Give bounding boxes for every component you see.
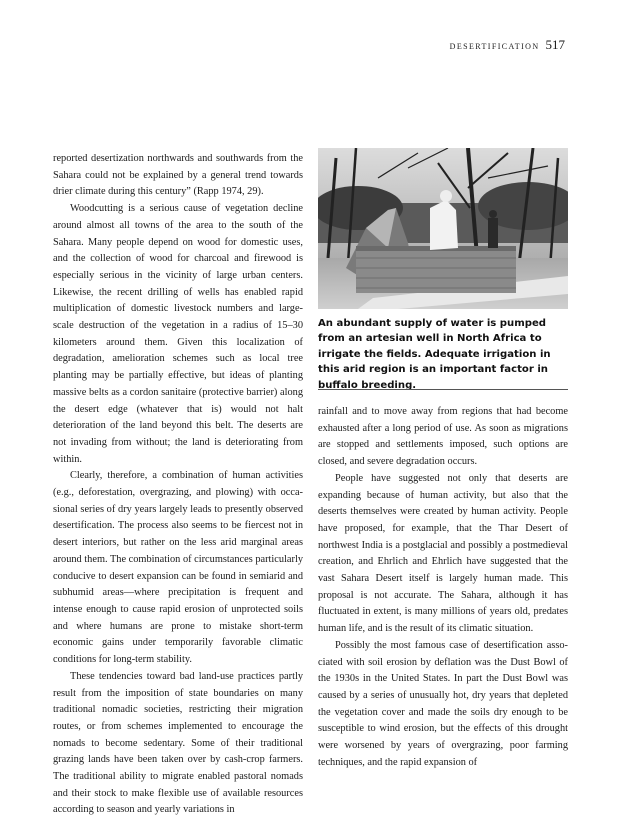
paragraph: Woodcutting is a serious cause of vegetation decline around almost all towns of the area to the south of the Sahara. Many people depend on wood for domestic uses, and the collection of wood for charcoal and firewood is especially serious in the vicinity of large urban centers. Likewise, the recent drilling of wells has enabled rapid multiplication of domestic livestock numbers and large-scale destruction of the vegetation in a radius of 15–30 kilometers around them. Given this localization of degradation, amelioration schemes such as local tree planting may be partially effective, but ideas of planting massive belts as a cordon sanitaire (protective barrier) along the desert edge (whatever that is) would not halt deterioration of the land beyond this belt. The deserts are not invading from without; the land is deteriorating from within. <box>53 203 303 465</box>
paragraph: Clearly, therefore, a combination of human activities (e.g., deforestation, overgrazing, and plowing) with occasional series of dry years largely leads to presently observed desertification. The process also seems to be fiercest not in desert interiors, but rather on the less arid marginal areas around them. The combination of circumstances particularly conducive to desert expansion can be found in semiarid and subhumid areas—where precipitation is frequent and intense enough to cause rapid erosion of unprotected soils and where humans are prone to mistake short-term economic gains under temporarily favorable climatic conditions for long-term stability. <box>53 470 303 666</box>
paragraph: People have suggested not only that deserts are expanding because of human activity, but also that the deserts themselves were created by human activity. People have proposed, for example, that the Thar Desert of northwest India is a postglacial and possibly a postmedieval creation, and Ehrlich and Ehrlich have suggested that the vast Sahara Desert itself is largely human made. This proposal is not accurate. The Sahara, although it has fluctuated in extent, is many millions of years old, predates human life, and is the result of its climatic situation. <box>318 472 568 635</box>
paragraph: These tendencies toward bad land-use practices partly result from the imposition of state boundaries on many traditional nomadic societies, restricting their migration routes, or from schemes implemented to encourage the nomads to become sedentary. Some of their traditional grazing lands have been taken over by cash-crop farmers. The traditional ability to migrate enabled pastoral nomads and their stock to make flexible use of available resources according to season and yearly variations in <box>53 670 303 816</box>
paragraph: Possibly the most famous case of desertification associated with soil erosion by deflation was the Dust Bowl of the 1930s in the United States. In part the Dust Bowl was caused by a series of unusually hot, dry years that depleted the vegetation cover and made the soils dry enough to be susceptible to wind erosion, but the effects of this drought were worsened by years of overgrazing, poor farming techniques, and the rapid expansion of <box>318 639 568 768</box>
right-column <box>318 404 568 771</box>
photograph <box>318 148 568 309</box>
running-header <box>450 37 565 53</box>
paragraph: reported desertization northwards and southwards from the Sahara could not be explained by a general trend towards drier climate during this century” (Rapp 1974, 29). <box>53 153 303 198</box>
figure-caption: An abundant supply of water is pumped from an artesian well in North Africa to irrigate the fields. Adequate irrigation in this arid region is an important factor in buffalo breeding. <box>318 318 551 391</box>
photo-icon <box>318 148 568 309</box>
left-column <box>53 151 303 819</box>
caption-divider <box>318 389 568 390</box>
page-number: 517 <box>545 37 565 52</box>
running-title: desertification <box>449 40 540 52</box>
paragraph: rainfall and to move away from regions that had become exhausted after a long period of use. As soon as migrations are stopped and settlements imposed, such options are closed, and severe degradation occurs. <box>318 406 568 468</box>
